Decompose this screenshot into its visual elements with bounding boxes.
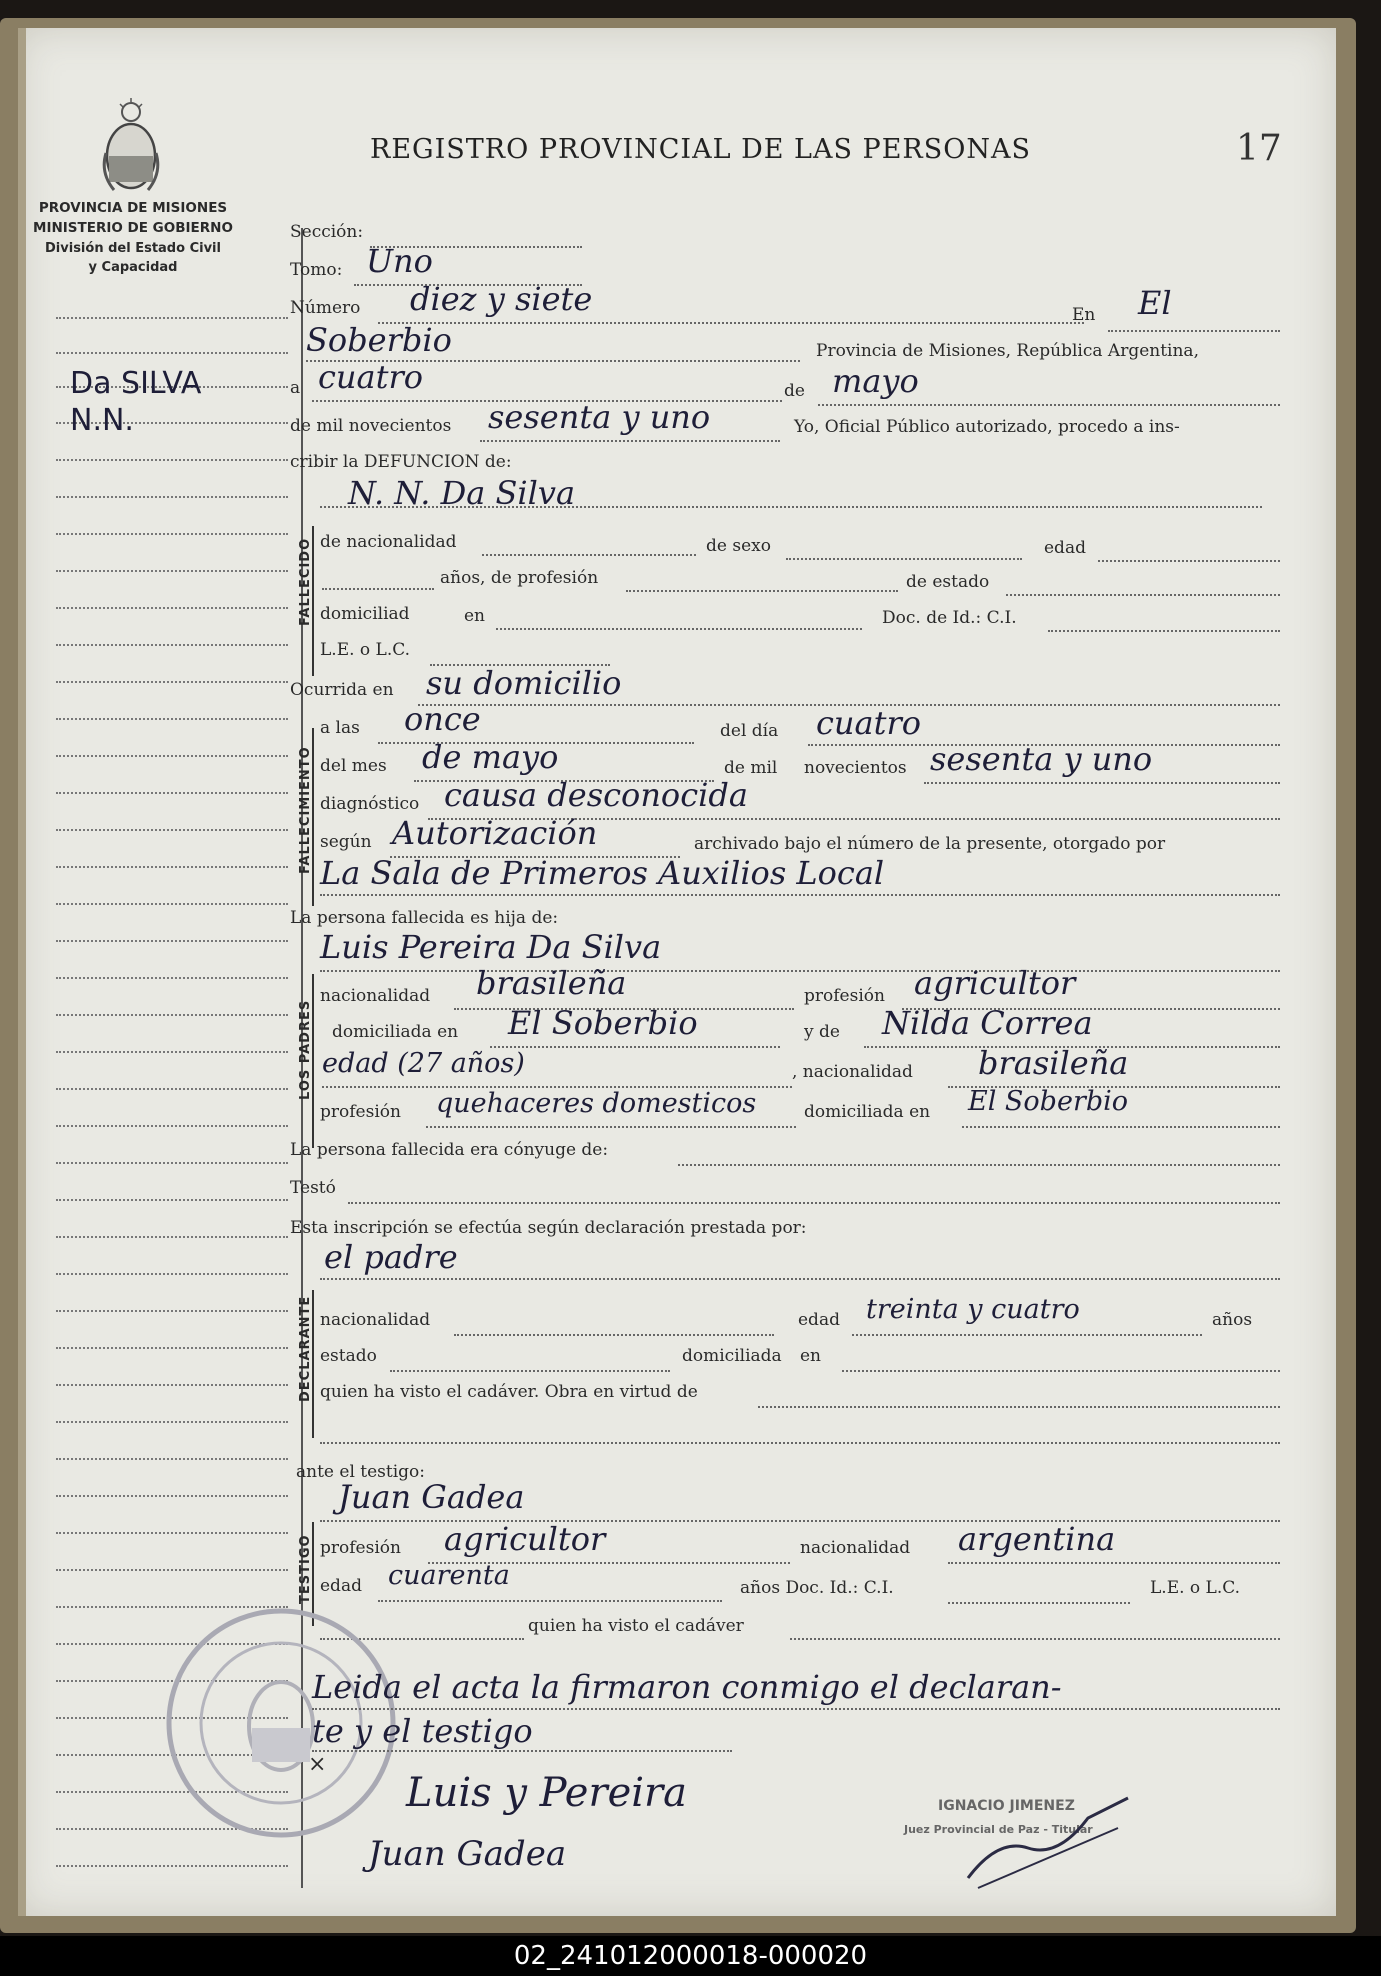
anio-label: de mil novecientos xyxy=(290,416,452,436)
madre-nombre: Nilda Correa xyxy=(882,1004,1093,1042)
fallecimiento-anio-value: sesenta y uno xyxy=(930,740,1153,778)
a-label: a xyxy=(290,378,301,398)
declarante-estado-label: estado xyxy=(320,1346,377,1366)
nacionalidad-label: de nacionalidad xyxy=(320,532,457,552)
oficial-label: Yo, Oficial Público autorizado, procedo a ins- xyxy=(794,417,1180,437)
de-mil-label: de mil xyxy=(724,758,778,778)
diagnostico-label: diagnóstico xyxy=(320,794,420,814)
del-dia-label: del día xyxy=(720,721,779,741)
de-label: de xyxy=(784,381,805,401)
testigo-edad-value: cuarenta xyxy=(388,1560,510,1591)
doc-label: Doc. de Id.: C.I. xyxy=(882,608,1017,628)
x-mark: × xyxy=(308,1752,327,1777)
ocurrida-label: Ocurrida en xyxy=(290,680,394,700)
madre-domiciliada-label: domiciliada en xyxy=(804,1102,931,1122)
declarante-edad-value: treinta y cuatro xyxy=(866,1294,1080,1325)
numero-value: diez y siete xyxy=(410,280,593,318)
hija-label: La persona fallecida es hija de: xyxy=(290,908,559,928)
firma-testigo: Juan Gadea xyxy=(368,1834,567,1874)
inscripcion-label: Esta inscripción se efectúa según declaración prestada por: xyxy=(290,1218,807,1238)
declarante-domiciliada-label: domiciliada xyxy=(682,1346,782,1366)
ministry-name: MINISTERIO DE GOBIERNO xyxy=(33,220,233,236)
padre-profesion-label: profesión xyxy=(804,986,885,1006)
closing-line2: te y el testigo xyxy=(312,1712,533,1750)
fallecido-nombre: N. N. Da Silva xyxy=(348,474,576,512)
dia-value: cuatro xyxy=(318,358,424,396)
official-title: Juez Provincial de Paz - Titular xyxy=(904,1823,1093,1836)
madre-nacionalidad-value: brasileña xyxy=(978,1044,1129,1082)
fallecido-section-label: FALLECIDO xyxy=(298,537,313,626)
testigo-profesion-label: profesión xyxy=(320,1538,401,1558)
testigo-anios-doc-label: años Doc. Id.: C.I. xyxy=(740,1578,894,1598)
padre-profesion-value: agricultor xyxy=(914,964,1076,1002)
a-las-label: a las xyxy=(320,718,360,738)
conyuge-label: La persona fallecida era cónyuge de: xyxy=(290,1140,609,1160)
testigo-nacionalidad-value: argentina xyxy=(958,1520,1116,1558)
register-page xyxy=(18,28,1336,1916)
diagnostico-value: causa desconocida xyxy=(444,776,748,814)
otorgado-value: La Sala de Primeros Auxilios Local xyxy=(320,854,885,892)
segun-label: según xyxy=(320,832,372,852)
anios-profesion-label: años, de profesión xyxy=(440,568,599,588)
declarante-nombre: el padre xyxy=(324,1238,458,1276)
padres-section-label: LOS PADRES xyxy=(298,999,313,1100)
hora-value: once xyxy=(404,700,481,738)
image-code-bar: 02_241012000018-000020 xyxy=(0,1936,1381,1976)
margin-surname: Da SILVA xyxy=(70,366,202,401)
domiciliado-en-label: en xyxy=(464,606,486,626)
madre-nacionalidad-label: , nacionalidad xyxy=(792,1062,913,1082)
sexo-label: de sexo xyxy=(706,536,771,556)
division-name-line2: y Capacidad xyxy=(88,260,178,275)
del-mes-label: del mes xyxy=(320,756,387,776)
archivado-label: archivado bajo el número de la presente, otorgado por xyxy=(694,834,1166,854)
padre-domicilio-value: El Soberbio xyxy=(508,1004,698,1042)
closing-line1: Leida el acta la firmaron conmigo el declaran- xyxy=(312,1668,1062,1706)
padre-nacionalidad-label: nacionalidad xyxy=(320,986,431,1006)
domiciliado-label: domiciliad xyxy=(320,604,410,624)
y-de-label: y de xyxy=(804,1022,840,1042)
madre-profesion-label: profesión xyxy=(320,1102,401,1122)
province-name: PROVINCIA DE MISIONES xyxy=(38,200,228,216)
testigo-cadaver-label: quien ha visto el cadáver xyxy=(528,1616,744,1636)
padre-nacionalidad-value: brasileña xyxy=(476,964,627,1002)
edad-label: edad xyxy=(1044,538,1086,558)
page-spine xyxy=(18,28,26,1916)
tomo-value: Uno xyxy=(366,242,433,280)
margin-given-name: N.N. xyxy=(70,403,134,438)
testigo-profesion-value: agricultor xyxy=(444,1520,606,1558)
declarante-nacionalidad-label: nacionalidad xyxy=(320,1310,431,1330)
fallecimiento-section-label: FALLECIMIENTO xyxy=(298,746,313,874)
segun-value: Autorización xyxy=(392,814,598,852)
fallecimiento-mes-value: de mayo xyxy=(422,738,559,776)
madre-domicilio-value: El Soberbio xyxy=(968,1086,1129,1117)
tomo-label: Tomo: xyxy=(290,260,343,280)
novecientos-label: novecientos xyxy=(804,758,907,778)
page-number: 17 xyxy=(1236,128,1282,169)
ante-testigo-label: ante el testigo: xyxy=(296,1462,426,1482)
declarante-en-label: en xyxy=(800,1346,822,1366)
fallecimiento-dia-value: cuatro xyxy=(816,704,922,742)
firma-declarante: Luis y Pereira xyxy=(406,1770,688,1816)
inscribir-label: cribir la DEFUNCION de: xyxy=(290,452,512,472)
declarante-cadaver-label: quien ha visto el cadáver. Obra en virtud de xyxy=(320,1382,698,1402)
en-value: El xyxy=(1138,284,1172,322)
ocurrida-value: su domicilio xyxy=(426,664,622,702)
coat-of-arms-icon xyxy=(100,98,162,198)
padre-domiciliada-label: domiciliada en xyxy=(332,1022,459,1042)
anio-value: sesenta y uno xyxy=(488,398,711,436)
mes-value: mayo xyxy=(832,362,919,400)
numero-label: Número xyxy=(290,298,361,318)
testigo-nacionalidad-label: nacionalidad xyxy=(800,1538,911,1558)
provincia-label: Provincia de Misiones, República Argentina, xyxy=(816,341,1199,361)
official-signature xyxy=(958,1788,1138,1898)
testigo-nombre: Juan Gadea xyxy=(338,1478,525,1516)
testo-label: Testó xyxy=(290,1178,336,1198)
testigo-section-label: TESTIGO xyxy=(298,1534,313,1604)
le-lc-label: L.E. o L.C. xyxy=(320,640,411,660)
seccion-label: Sección: xyxy=(290,222,364,242)
declarante-edad-label: edad xyxy=(798,1310,840,1330)
testigo-edad-label: edad xyxy=(320,1576,362,1596)
page-title: REGISTRO PROVINCIAL DE LAS PERSONAS xyxy=(370,134,1032,165)
madre-edad-value: edad (27 años) xyxy=(322,1048,525,1079)
official-name: IGNACIO JIMENEZ xyxy=(938,1798,1075,1814)
padre-nombre: Luis Pereira Da Silva xyxy=(320,928,662,966)
en-label: En xyxy=(1072,305,1096,325)
estado-label: de estado xyxy=(906,572,990,592)
testigo-le-lc-label: L.E. o L.C. xyxy=(1150,1578,1241,1598)
division-name-line1: División del Estado Civil xyxy=(45,241,221,256)
lugar-value: Soberbio xyxy=(306,321,452,359)
declarante-anios-label: años xyxy=(1212,1310,1253,1330)
declarante-section-label: DECLARANTE xyxy=(298,1295,313,1402)
madre-profesion-value: quehaceres domesticos xyxy=(436,1088,757,1119)
